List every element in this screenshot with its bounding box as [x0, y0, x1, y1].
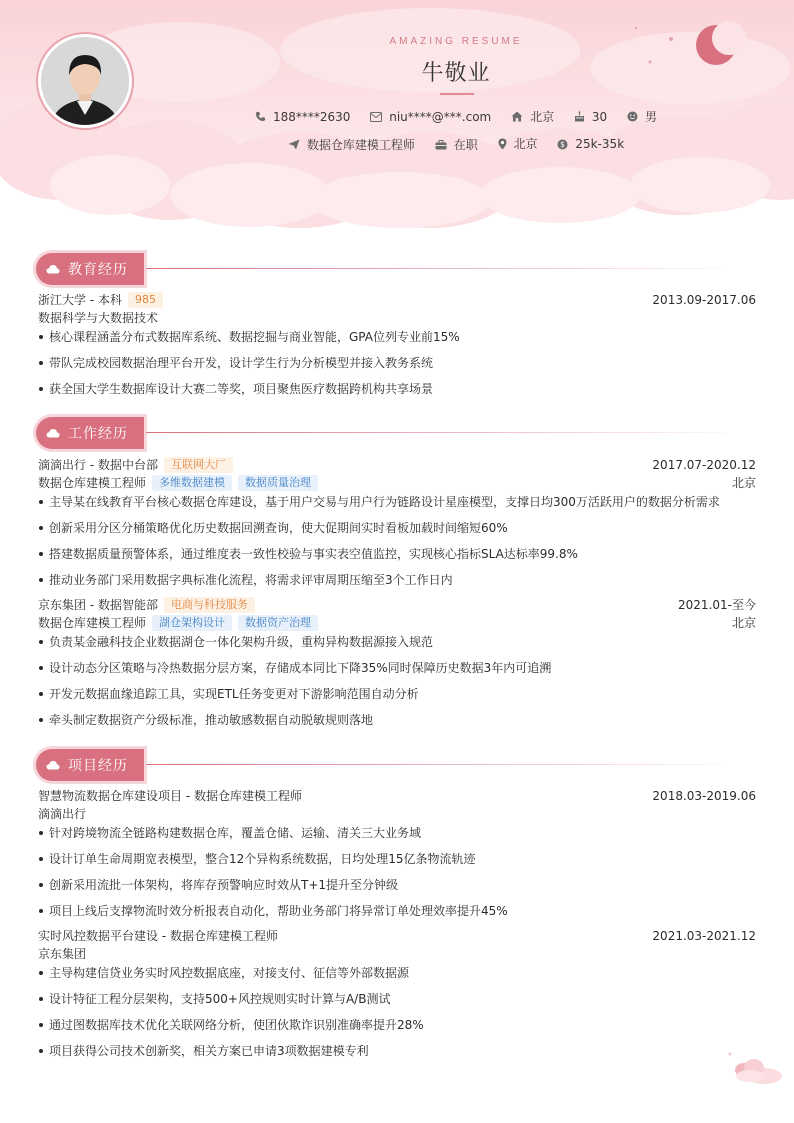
- phone-icon: [255, 111, 266, 122]
- list-item: 设计特征工程分层架构，支持500+风控规则实时计算与A/B测试: [38, 991, 756, 1008]
- skill-tag: 湖仓架构设计: [152, 615, 232, 631]
- smiley-icon: [627, 111, 638, 122]
- list-item: 创新采用分区分桶策略优化历史数据回溯查询，使大促期间实时看板加载时间缩短60%: [38, 520, 756, 537]
- project-header: [38, 927, 756, 944]
- company-name: 滴滴出行 - 数据中台部: [38, 458, 158, 472]
- list-item: 开发元数据血缘追踪工具，实现ETL任务变更对下游影响范围自动分析: [38, 686, 756, 703]
- project-period: 2018.03-2019.06: [652, 788, 756, 803]
- resume-subtitle: AMAZING RESUME: [389, 36, 523, 47]
- school-tag: 985: [128, 292, 163, 308]
- list-item: 获全国大学生数据库设计大赛二等奖，项目聚焦医疗数据跨机构共享场景: [38, 381, 756, 398]
- section-divider: [146, 268, 726, 269]
- section-work-title: 工作经历: [36, 417, 144, 449]
- industry-tag: 电商与科技服务: [164, 597, 255, 613]
- education-header: [38, 291, 756, 308]
- cloud-icon: [46, 264, 60, 274]
- contact-age: 30: [574, 110, 607, 124]
- list-item: 搭建数据质量预警体系，通过维度表一致性校验与事实表空值监控，实现核心指标SLA达标率99.8%: [38, 546, 756, 563]
- school-name: 浙江大学 - 本科: [38, 293, 122, 307]
- job-location: 北京: [731, 616, 756, 630]
- contact-phone: 188****2630: [255, 110, 350, 124]
- cloud-icon: [46, 760, 60, 770]
- send-icon: [288, 139, 300, 150]
- job-period: 2021.01-至今: [678, 598, 756, 612]
- list-item: 项目获得公司技术创新奖，相关方案已申请3项数据建模专利: [38, 1043, 756, 1060]
- industry-tag: 互联网大厂: [164, 457, 233, 473]
- corner-cloud-icon: [726, 1048, 786, 1088]
- skill-tag: 数据资产治理: [238, 615, 318, 631]
- job-position: 数据仓库建模工程师: [38, 616, 147, 630]
- list-item: 推动业务部门采用数据字典标准化流程，将需求评审周期压缩至3个工作日内: [38, 572, 756, 589]
- job-intent-row: [0, 135, 794, 153]
- project-company-row: [38, 805, 756, 822]
- section-education-title: 教育经历: [36, 253, 144, 285]
- project-name: 实时风控数据平台建设 - 数据仓库建模工程师: [38, 929, 278, 943]
- list-item: 通过图数据库技术优化关联网络分析，使团伙欺诈识别准确率提升28%: [38, 1017, 756, 1034]
- list-item: 项目上线后支撑物流时效分析报表自动化，帮助业务部门将异常订单处理效率提升45%: [38, 903, 756, 920]
- contact-email: niu****@***.com: [370, 110, 491, 124]
- cake-icon: [574, 111, 585, 122]
- job-position-row: [38, 474, 756, 491]
- mail-icon: [370, 112, 382, 122]
- candidate-name: 牛敬业: [421, 61, 491, 86]
- company-name: 京东集团 - 数据智能部: [38, 598, 158, 612]
- svg-text:$: $: [560, 139, 566, 149]
- job-position-row: [38, 614, 756, 631]
- skill-tag: 多维数据建模: [152, 475, 232, 491]
- list-item: 核心课程涵盖分布式数据库系统、数据挖掘与商业智能，GPA位列专业前15%: [38, 329, 756, 346]
- list-item: 带队完成校园数据治理平台开发，设计学生行为分析模型并接入教务系统: [38, 355, 756, 372]
- list-item: 主导某在线教育平台核心数据仓库建设，基于用户交易与用户行为链路设计星座模型，支撑日均300万活跃用户的数据分析需求: [38, 494, 756, 511]
- education-major-row: [38, 309, 756, 326]
- briefcase-icon: [435, 140, 447, 150]
- job-location: 北京: [731, 476, 756, 490]
- job-period: 2017.07-2020.12: [652, 457, 756, 472]
- section-divider: [146, 764, 726, 765]
- name-underline: [440, 93, 474, 95]
- contact-city: 北京: [511, 108, 554, 125]
- job-city: 北京: [498, 135, 538, 152]
- job-target-position: 数据仓库建模工程师: [288, 136, 415, 153]
- major: 数据科学与大数据技术: [38, 311, 159, 325]
- skill-tag: 数据质量治理: [238, 475, 318, 491]
- project-period: 2021.03-2021.12: [652, 928, 756, 943]
- project-header: [38, 787, 756, 804]
- list-item: 设计订单生命周期宽表模型，整合12个异构系统数据，日均处理15亿条物流轨迹: [38, 851, 756, 868]
- resume-header: [0, 0, 794, 232]
- list-item: 设计动态分区策略与冷热数据分层方案，存储成本同比下降35%同时保障历史数据3年内可追溯: [38, 660, 756, 677]
- money-icon: [557, 139, 568, 150]
- project-company-row: [38, 945, 756, 962]
- job-header: [38, 456, 756, 473]
- list-item: 主导构建信贷业务实时风控数据底座，对接支付、征信等外部数据源: [38, 965, 756, 982]
- job-header: [38, 596, 756, 613]
- job-salary: $ 25k-35k: [557, 137, 624, 151]
- list-item: 创新采用流批一体架构，将库存预警响应时效从T+1提升至分钟级: [38, 877, 756, 894]
- job-status: 在职: [435, 136, 478, 153]
- list-item: 牵头制定数据资产分级标准，推动敏感数据自动脱敏规则落地: [38, 712, 756, 729]
- project-company: 京东集团: [38, 947, 87, 961]
- list-item: 针对跨境物流全链路构建数据仓库，覆盖仓储、运输、清关三大业务域: [38, 825, 756, 842]
- home-icon: [511, 111, 523, 122]
- cloud-icon: [46, 428, 60, 438]
- contact-row: [0, 108, 794, 125]
- project-name: 智慧物流数据仓库建设项目 - 数据仓库建模工程师: [38, 789, 302, 803]
- location-icon: [498, 138, 507, 150]
- contact-gender: 男: [627, 108, 657, 125]
- project-company: 滴滴出行: [38, 807, 87, 821]
- section-divider: [146, 432, 726, 433]
- list-item: 负责某金融科技企业数据湖仓一体化架构升级，重构异构数据源接入规范: [38, 634, 756, 651]
- education-period: 2013.09-2017.06: [652, 292, 756, 307]
- section-projects-title: 项目经历: [36, 749, 144, 781]
- job-position: 数据仓库建模工程师: [38, 476, 147, 490]
